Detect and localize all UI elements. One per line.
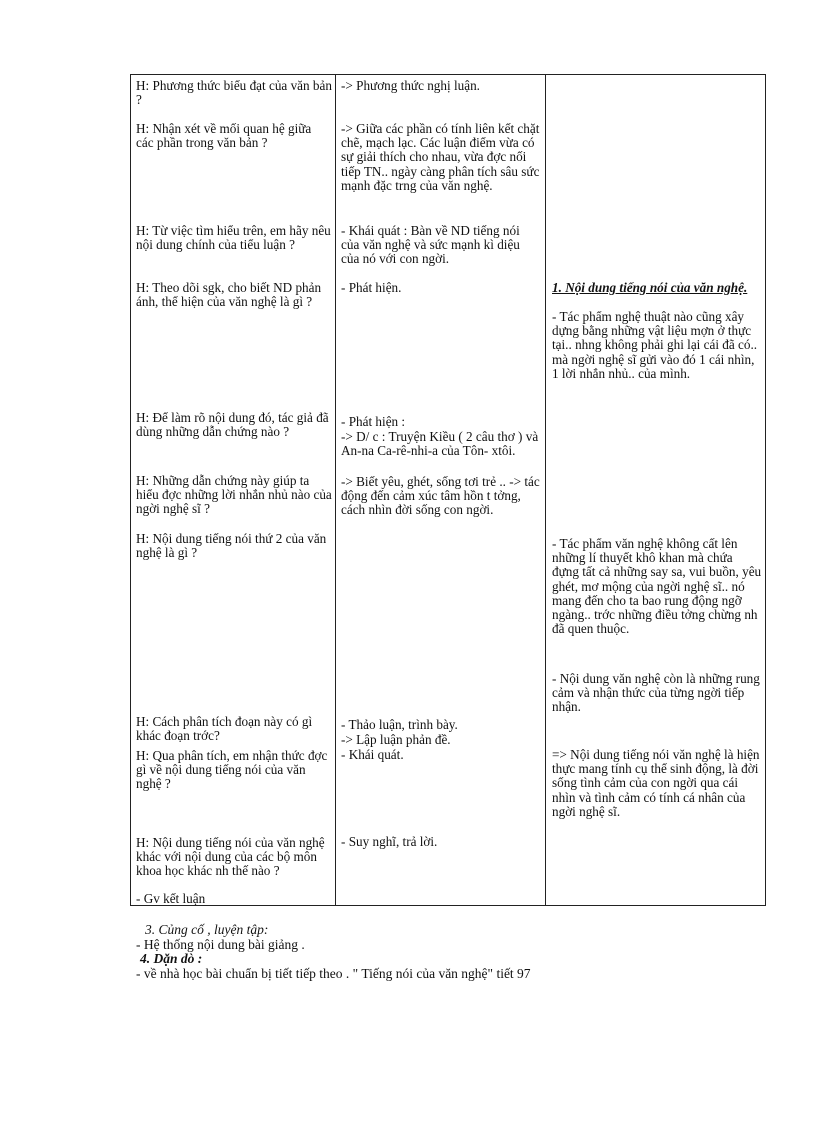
answer-text: -> Phương thức nghị luận.	[341, 78, 480, 93]
column-divider	[545, 75, 546, 905]
question-text: H: Nhận xét về mối quan hệ giữa các phần trong văn bản ?	[136, 121, 312, 151]
question-text: H: Từ việc tìm hiểu trên, em hãy nêu nội dung chính của tiểu luận ?	[136, 223, 331, 253]
question-text: H: Theo dõi sgk, cho biết ND phản ánh, thể hiện của văn nghệ là gì ?	[136, 280, 322, 310]
section-heading: 1. Nội dung tiếng nói của văn nghệ.	[552, 280, 748, 295]
answer-text: -> Lập luận phản đề.	[341, 732, 451, 747]
answer-text: - Phát hiện :	[341, 414, 406, 429]
column-divider	[335, 75, 336, 905]
question-text: H: Qua phân tích, em nhận thức đợc gì về nội dung tiếng nói của văn nghệ ?	[136, 748, 328, 792]
answer-text: - Phát hiện.	[341, 280, 402, 295]
conclusion-note: => Nội dung tiếng nói văn nghệ là hiện thực mang tính cụ thể sinh động, là đời sống tình cảm của con ngời qua cái nhìn và tình cảm có tính cá nhân của ngời nghệ sĩ.	[552, 747, 760, 819]
note-text: - Tác phẩm văn nghệ không cất lên những lí thuyết khô khan mà chứa đựng tất cả những say sa, vui buồn, yêu ghét, mơ mộng của ngời nghệ sĩ.. nó mang đến cho ta bao rung động ngỡ ngàng.. trớc những điều tởng chừng nh đã quen thuộc.	[552, 536, 762, 637]
answer-text: -> Biết yêu, ghét, sống tơi trẻ .. -> tác động đến cảm xúc tâm hồn t tởng, cách nhìn đời sống con ngời.	[341, 474, 540, 518]
section-4-item: - về nhà học bài chuẩn bị tiết tiếp theo . " Tiếng nói của văn nghệ" tiết 97	[136, 966, 531, 981]
question-text: H: Nội dung tiếng nói của văn nghệ khác với nội dung của các bộ môn khoa học khác nh thế nào ?	[136, 835, 325, 879]
answer-text: -> D/ c : Truyện Kiều ( 2 câu thơ ) và An-na Ca-rê-nhi-a của Tôn- xtôi.	[341, 429, 539, 459]
question-text: H: Nội dung tiếng nói thứ 2 của văn nghệ là gì ?	[136, 531, 327, 561]
section-4-title: 4. Dặn dò :	[140, 951, 203, 966]
section-3-item: - Hệ thống nội dung bài giảng .	[136, 937, 305, 952]
question-text: H: Cách phân tích đoạn này có gì khác đoạn trớc?	[136, 714, 313, 744]
conclusion-text: - Gv kết luận	[136, 891, 206, 906]
note-text: - Tác phẩm nghệ thuật nào cũng xây dựng bằng những vật liệu mợn ở thực tại.. nhng không phải ghi lại cái đã có.. mà ngời nghệ sĩ gửi vào đó 1 cái nhìn, 1 lời nhắn nhủ.. của mình.	[552, 309, 758, 381]
answer-text: -> Giữa các phần có tính liên kết chặt chẽ, mạch lạc. Các luận điểm vừa có sự giải thích cho nhau, vừa đợc nối tiếp TN.. ngày càng phân tích sâu sức mạnh đặc trng của văn nghệ.	[341, 121, 540, 193]
lesson-table	[130, 74, 766, 906]
question-text: H: Những dẫn chứng này giúp ta hiểu đợc những lời nhắn nhủ nào của ngời nghệ sĩ ?	[136, 473, 332, 517]
answer-text: - Khái quát.	[341, 747, 404, 762]
answer-text: - Thảo luận, trình bày.	[341, 717, 458, 732]
answer-text: - Suy nghĩ, trả lời.	[341, 834, 438, 849]
section-3-title: 3. Củng cố , luyện tập:	[145, 922, 269, 937]
answer-text: - Khái quát : Bàn về ND tiếng nói của văn nghệ và sức mạnh kì diệu của nó với con ngời.	[341, 223, 520, 267]
note-text: - Nội dung văn nghệ còn là những rung cảm và nhận thức của từng ngời tiếp nhận.	[552, 671, 760, 715]
question-text: H: Phương thức biểu đạt của văn bản ?	[136, 78, 332, 108]
question-text: H: Để làm rõ nội dung đó, tác giả đã dùng những dẫn chứng nào ?	[136, 410, 329, 440]
